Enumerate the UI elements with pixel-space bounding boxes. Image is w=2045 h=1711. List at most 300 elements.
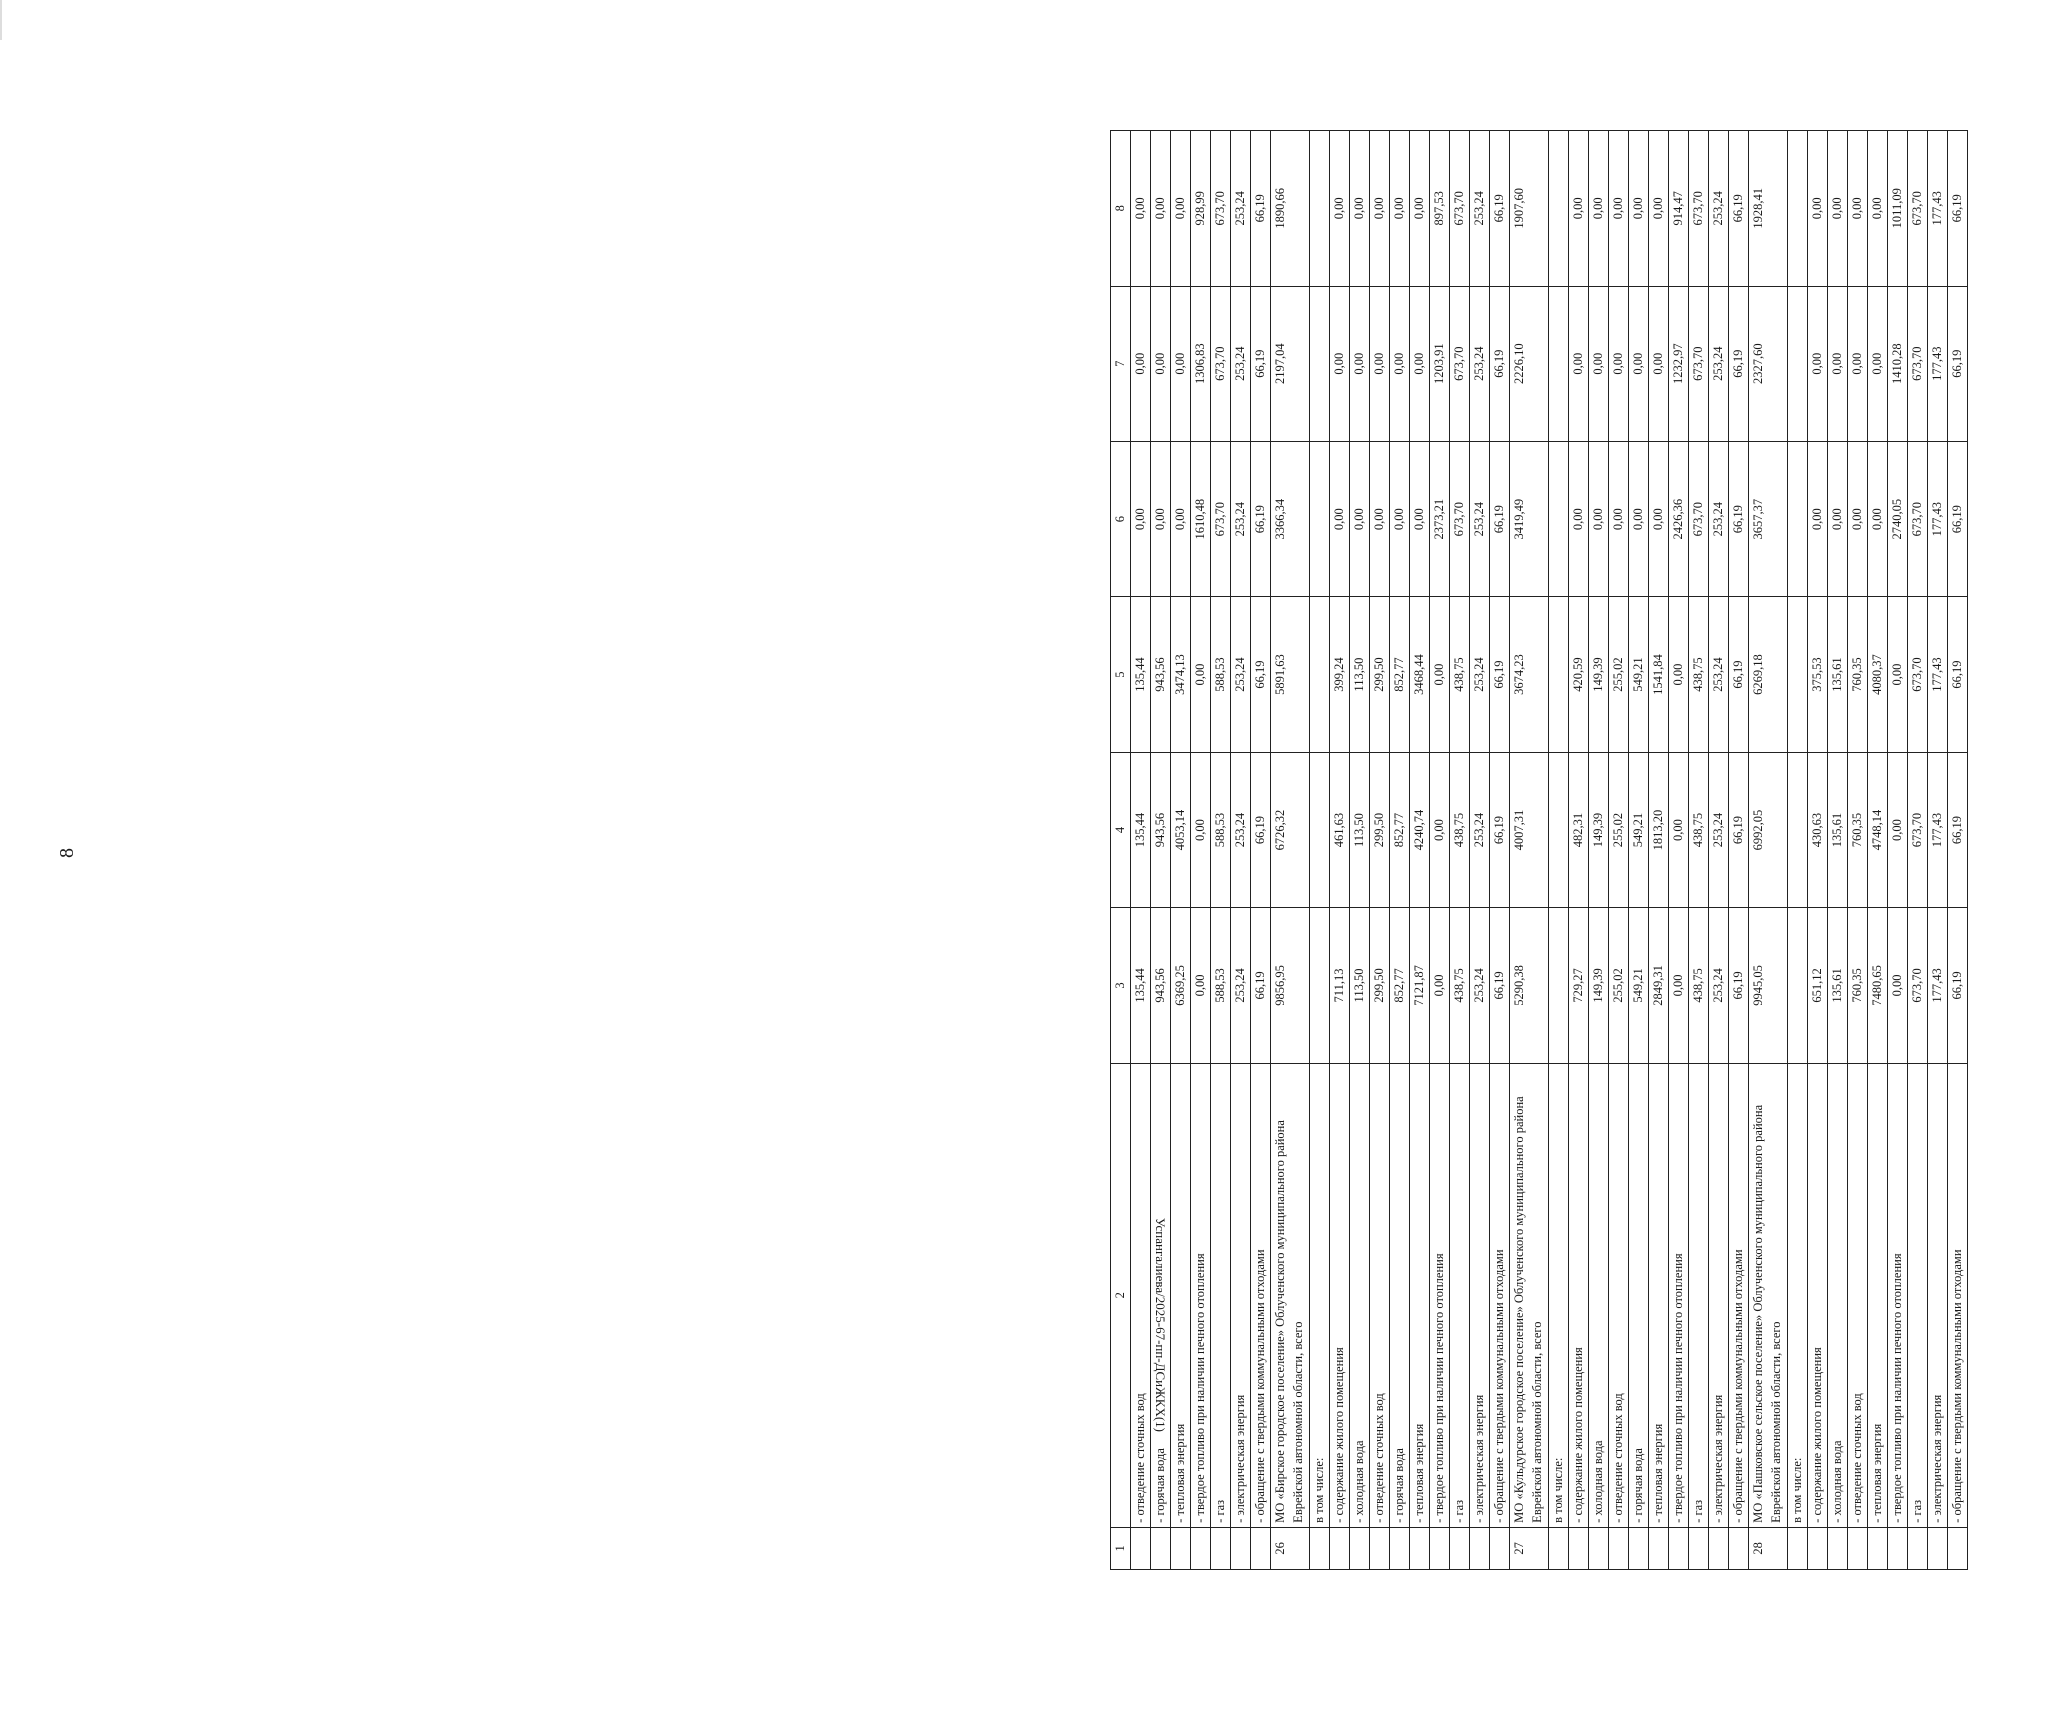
table-row: [1191, 131, 1211, 1570]
table-row: [1828, 131, 1848, 1570]
value-cell: 4080,37: [1868, 597, 1888, 752]
value-cell: 66,19: [1729, 286, 1749, 441]
row-label-cell: МО «Пашковское сельское поселение» Облученского муниципального района Еврейской автономной области, всего: [1749, 1063, 1788, 1527]
value-cell: [1310, 131, 1330, 287]
value-cell: 729,27: [1569, 908, 1589, 1063]
value-cell: 6992,05: [1749, 752, 1788, 907]
value-cell: 253,24: [1231, 286, 1251, 441]
value-cell: 253,24: [1709, 131, 1729, 287]
row-number-cell: [1928, 1527, 1948, 1569]
row-number-cell: [1908, 1527, 1928, 1569]
value-cell: 438,75: [1450, 908, 1470, 1063]
value-cell: 253,24: [1231, 441, 1251, 596]
value-cell: 66,19: [1729, 908, 1749, 1063]
value-cell: 66,19: [1948, 131, 1968, 287]
value-cell: 438,75: [1689, 908, 1709, 1063]
row-label-cell: - обращение с твердыми коммунальными отходами: [1948, 1063, 1968, 1527]
row-label-cell: - горячая вода: [1151, 1063, 1171, 1527]
table-row: [1669, 131, 1689, 1570]
value-cell: 0,00: [1868, 131, 1888, 287]
value-cell: 0,00: [1808, 286, 1828, 441]
value-cell: 760,35: [1848, 908, 1868, 1063]
column-header: 4: [1111, 752, 1131, 907]
value-cell: 253,24: [1470, 908, 1490, 1063]
table-row: [1729, 131, 1749, 1570]
row-number-cell: [1151, 1527, 1171, 1569]
value-cell: 0,00: [1410, 441, 1430, 596]
value-cell: 0,00: [1390, 441, 1410, 596]
value-cell: 3474,13: [1171, 597, 1191, 752]
row-number-cell: [1689, 1527, 1709, 1569]
table-row: [1928, 131, 1948, 1570]
value-cell: 0,00: [1191, 908, 1211, 1063]
value-cell: 0,00: [1350, 286, 1370, 441]
row-label-cell: - холодная вода: [1828, 1063, 1848, 1527]
value-cell: 943,56: [1151, 752, 1171, 907]
value-cell: 177,43: [1928, 752, 1948, 907]
table-row: [1609, 131, 1629, 1570]
value-cell: 135,44: [1131, 752, 1151, 907]
row-number-cell: [1868, 1527, 1888, 1569]
value-cell: [1788, 752, 1808, 907]
value-cell: 0,00: [1609, 441, 1629, 596]
row-number-cell: [1390, 1527, 1410, 1569]
value-cell: 0,00: [1868, 441, 1888, 596]
row-number-cell: [1848, 1527, 1868, 1569]
row-number-cell: [1569, 1527, 1589, 1569]
value-cell: [1310, 286, 1330, 441]
row-label-cell: - отведение сточных вод: [1131, 1063, 1151, 1527]
value-cell: 6269,18: [1749, 597, 1788, 752]
value-cell: 4748,14: [1868, 752, 1888, 907]
value-cell: 0,00: [1649, 441, 1669, 596]
value-cell: 1890,66: [1271, 131, 1310, 287]
row-label-cell: - электрическая энергия: [1928, 1063, 1948, 1527]
table-row: [1848, 131, 1868, 1570]
value-cell: 253,24: [1709, 752, 1729, 907]
row-number-cell: [1948, 1527, 1968, 1569]
value-cell: 66,19: [1251, 908, 1271, 1063]
value-cell: 255,02: [1609, 752, 1629, 907]
value-cell: 255,02: [1609, 597, 1629, 752]
value-cell: 673,70: [1908, 131, 1928, 287]
value-cell: 0,00: [1669, 597, 1689, 752]
row-number-cell: [1370, 1527, 1390, 1569]
value-cell: 149,39: [1589, 908, 1609, 1063]
value-cell: [1310, 752, 1330, 907]
value-cell: 430,63: [1808, 752, 1828, 907]
value-cell: [1788, 597, 1808, 752]
value-cell: 0,00: [1828, 131, 1848, 287]
value-cell: 66,19: [1490, 752, 1510, 907]
value-cell: 177,43: [1928, 441, 1948, 596]
value-cell: 66,19: [1948, 286, 1968, 441]
table-row: [1271, 131, 1310, 1570]
value-cell: 420,59: [1569, 597, 1589, 752]
value-cell: 66,19: [1729, 752, 1749, 907]
value-cell: 482,31: [1569, 752, 1589, 907]
value-cell: 66,19: [1948, 597, 1968, 752]
value-cell: 3674,23: [1510, 597, 1549, 752]
value-cell: 588,53: [1211, 597, 1231, 752]
value-cell: 7121,87: [1410, 908, 1430, 1063]
value-cell: 673,70: [1908, 441, 1928, 596]
table-row: [1350, 131, 1370, 1570]
column-header: 5: [1111, 597, 1131, 752]
value-cell: [1549, 752, 1569, 907]
value-cell: 0,00: [1171, 131, 1191, 287]
value-cell: 66,19: [1251, 752, 1271, 907]
value-cell: 0,00: [1808, 441, 1828, 596]
table-row: [1430, 131, 1450, 1570]
table-row: [1131, 131, 1151, 1570]
value-cell: 0,00: [1888, 908, 1908, 1063]
value-cell: 253,24: [1709, 908, 1729, 1063]
row-label-cell: - твердое топливо при наличии печного отопления: [1669, 1063, 1689, 1527]
value-cell: 0,00: [1589, 441, 1609, 596]
row-label-cell: - обращение с твердыми коммунальными отходами: [1729, 1063, 1749, 1527]
row-label-cell: - отведение сточных вод: [1609, 1063, 1629, 1527]
value-cell: 253,24: [1470, 441, 1490, 596]
value-cell: 549,21: [1629, 908, 1649, 1063]
value-cell: 135,44: [1131, 597, 1151, 752]
row-label-cell: - газ: [1211, 1063, 1231, 1527]
value-cell: 5290,38: [1510, 908, 1549, 1063]
row-number-cell: [1231, 1527, 1251, 1569]
value-cell: 673,70: [1689, 286, 1709, 441]
row-label-cell: - газ: [1689, 1063, 1709, 1527]
value-cell: 673,70: [1450, 131, 1470, 287]
row-label-cell: - тепловая энергия: [1410, 1063, 1430, 1527]
value-cell: 0,00: [1390, 286, 1410, 441]
table-row: [1370, 131, 1390, 1570]
value-cell: 9856,95: [1271, 908, 1310, 1063]
value-cell: 253,24: [1470, 752, 1490, 907]
value-cell: 66,19: [1490, 908, 1510, 1063]
value-cell: 1610,48: [1191, 441, 1211, 596]
value-cell: 438,75: [1450, 597, 1470, 752]
table-row: [1689, 131, 1709, 1570]
value-cell: 66,19: [1490, 131, 1510, 287]
value-cell: 0,00: [1370, 131, 1390, 287]
value-cell: 0,00: [1151, 131, 1171, 287]
row-label-cell: - обращение с твердыми коммунальными отходами: [1490, 1063, 1510, 1527]
value-cell: 711,13: [1330, 908, 1350, 1063]
value-cell: 588,53: [1211, 908, 1231, 1063]
row-label-cell: - холодная вода: [1589, 1063, 1609, 1527]
table-row: [1649, 131, 1669, 1570]
value-cell: 66,19: [1490, 286, 1510, 441]
row-label-cell: - газ: [1450, 1063, 1470, 1527]
column-header: 6: [1111, 441, 1131, 596]
value-cell: 149,39: [1589, 752, 1609, 907]
value-cell: 2849,31: [1649, 908, 1669, 1063]
value-cell: 0,00: [1191, 597, 1211, 752]
value-cell: 66,19: [1251, 131, 1271, 287]
value-cell: 651,12: [1808, 908, 1828, 1063]
row-number-cell: [1788, 1527, 1808, 1569]
value-cell: 0,00: [1171, 441, 1191, 596]
value-cell: 1410,28: [1888, 286, 1908, 441]
value-cell: 149,39: [1589, 597, 1609, 752]
row-label-cell: - тепловая энергия: [1171, 1063, 1191, 1527]
row-label-cell: - электрическая энергия: [1709, 1063, 1729, 1527]
value-cell: 253,24: [1231, 597, 1251, 752]
value-cell: 253,24: [1231, 131, 1251, 287]
value-cell: 0,00: [1390, 131, 1410, 287]
value-cell: 852,77: [1390, 908, 1410, 1063]
column-header: 8: [1111, 131, 1131, 287]
value-cell: 943,56: [1151, 908, 1171, 1063]
row-label-cell: - электрическая энергия: [1470, 1063, 1490, 1527]
value-cell: 66,19: [1729, 131, 1749, 287]
table-row: [1808, 131, 1828, 1570]
value-cell: 66,19: [1948, 752, 1968, 907]
table-row: [1908, 131, 1928, 1570]
value-cell: 135,61: [1828, 908, 1848, 1063]
value-cell: 5891,63: [1271, 597, 1310, 752]
row-label-cell: - горячая вода: [1629, 1063, 1649, 1527]
row-label-cell: - обращение с твердыми коммунальными отходами: [1251, 1063, 1271, 1527]
value-cell: [1310, 908, 1330, 1063]
value-cell: 0,00: [1808, 131, 1828, 287]
value-cell: 897,53: [1430, 131, 1450, 287]
value-cell: 1813,20: [1649, 752, 1669, 907]
value-cell: 66,19: [1948, 908, 1968, 1063]
row-number-cell: [1609, 1527, 1629, 1569]
table-row: [1310, 131, 1330, 1570]
value-cell: 1232,97: [1669, 286, 1689, 441]
row-label-cell: - отведение сточных вод: [1848, 1063, 1868, 1527]
value-cell: 0,00: [1629, 131, 1649, 287]
value-cell: 66,19: [1729, 597, 1749, 752]
value-cell: 549,21: [1629, 597, 1649, 752]
value-cell: 673,70: [1908, 752, 1928, 907]
row-number-cell: [1450, 1527, 1470, 1569]
value-cell: 4240,74: [1410, 752, 1430, 907]
value-cell: 0,00: [1609, 286, 1629, 441]
value-cell: 66,19: [1490, 597, 1510, 752]
table-body: [1131, 131, 1968, 1570]
value-cell: 673,70: [1211, 286, 1231, 441]
value-cell: 0,00: [1171, 286, 1191, 441]
value-cell: 253,24: [1470, 131, 1490, 287]
value-cell: 66,19: [1729, 441, 1749, 596]
value-cell: 0,00: [1410, 286, 1430, 441]
row-number-cell: [1191, 1527, 1211, 1569]
value-cell: 0,00: [1629, 286, 1649, 441]
value-cell: 852,77: [1390, 752, 1410, 907]
table-row: [1171, 131, 1191, 1570]
value-cell: 3419,49: [1510, 441, 1549, 596]
value-cell: 3366,34: [1271, 441, 1310, 596]
value-cell: 0,00: [1131, 131, 1151, 287]
value-cell: 253,24: [1470, 597, 1490, 752]
value-cell: [1549, 597, 1569, 752]
value-cell: 1541,84: [1649, 597, 1669, 752]
value-cell: 0,00: [1888, 752, 1908, 907]
value-cell: 4007,31: [1510, 752, 1549, 907]
table-row: [1629, 131, 1649, 1570]
table-row: [1410, 131, 1430, 1570]
value-cell: 0,00: [1848, 286, 1868, 441]
scan-edge-mark: [0, 0, 2, 40]
row-number-cell: [1310, 1527, 1330, 1569]
value-cell: 0,00: [1430, 908, 1450, 1063]
value-cell: 1928,41: [1749, 131, 1788, 287]
row-number-cell: [1709, 1527, 1729, 1569]
value-cell: 0,00: [1330, 441, 1350, 596]
value-cell: 1306,83: [1191, 286, 1211, 441]
value-cell: 673,70: [1211, 441, 1231, 596]
value-cell: 66,19: [1948, 441, 1968, 596]
row-number-cell: [1171, 1527, 1191, 1569]
value-cell: 3657,37: [1749, 441, 1788, 596]
value-cell: 0,00: [1888, 597, 1908, 752]
table-row: [1589, 131, 1609, 1570]
value-cell: 177,43: [1928, 908, 1948, 1063]
value-cell: 0,00: [1330, 286, 1350, 441]
row-number-cell: [1470, 1527, 1490, 1569]
value-cell: 1203,91: [1430, 286, 1450, 441]
table-row: [1709, 131, 1729, 1570]
table-row: [1211, 131, 1231, 1570]
value-cell: 0,00: [1430, 752, 1450, 907]
value-cell: [1788, 286, 1808, 441]
value-cell: 928,99: [1191, 131, 1211, 287]
value-cell: 253,24: [1470, 286, 1490, 441]
value-cell: 2373,21: [1430, 441, 1450, 596]
row-number-cell: 28: [1749, 1527, 1788, 1569]
row-label-cell: - твердое топливо при наличии печного отопления: [1430, 1063, 1450, 1527]
row-label-cell: в том числе:: [1549, 1063, 1569, 1527]
value-cell: 0,00: [1370, 286, 1390, 441]
value-cell: 66,19: [1251, 597, 1271, 752]
table-row: [1490, 131, 1510, 1570]
table-row: [1888, 131, 1908, 1570]
value-cell: 113,50: [1350, 908, 1370, 1063]
table-row: [1330, 131, 1350, 1570]
value-cell: [1549, 286, 1569, 441]
value-cell: 673,70: [1908, 286, 1928, 441]
value-cell: 135,44: [1131, 908, 1151, 1063]
value-cell: 0,00: [1569, 131, 1589, 287]
value-cell: 6726,32: [1271, 752, 1310, 907]
table-row: [1569, 131, 1589, 1570]
value-cell: 177,43: [1928, 131, 1948, 287]
value-cell: [1788, 131, 1808, 287]
value-cell: 1907,60: [1510, 131, 1549, 287]
value-cell: 673,70: [1908, 597, 1928, 752]
page-number: 8: [56, 848, 78, 858]
value-cell: 253,24: [1231, 908, 1251, 1063]
value-cell: 438,75: [1450, 752, 1470, 907]
value-cell: 3468,44: [1410, 597, 1430, 752]
column-header: 3: [1111, 908, 1131, 1063]
row-label-cell: - холодная вода: [1350, 1063, 1370, 1527]
table-row: [1788, 131, 1808, 1570]
row-label-cell: - тепловая энергия: [1868, 1063, 1888, 1527]
column-header: 1: [1111, 1527, 1131, 1569]
value-cell: 0,00: [1569, 441, 1589, 596]
row-number-cell: [1350, 1527, 1370, 1569]
row-number-cell: [1669, 1527, 1689, 1569]
value-cell: 299,50: [1370, 752, 1390, 907]
column-header: 7: [1111, 286, 1131, 441]
value-cell: 66,19: [1490, 441, 1510, 596]
table-row: [1868, 131, 1888, 1570]
value-cell: 943,56: [1151, 597, 1171, 752]
value-cell: 0,00: [1669, 752, 1689, 907]
value-cell: [1310, 597, 1330, 752]
table-row: [1231, 131, 1251, 1570]
row-label-cell: в том числе:: [1310, 1063, 1330, 1527]
row-label-cell: - тепловая энергия: [1649, 1063, 1669, 1527]
value-cell: 135,61: [1828, 752, 1848, 907]
row-label-cell: - содержание жилого помещения: [1808, 1063, 1828, 1527]
row-number-cell: [1828, 1527, 1848, 1569]
table-row: [1510, 131, 1549, 1570]
row-label-cell: - твердое топливо при наличии печного отопления: [1888, 1063, 1908, 1527]
value-cell: 113,50: [1350, 597, 1370, 752]
value-cell: 177,43: [1928, 286, 1948, 441]
value-cell: 7480,65: [1868, 908, 1888, 1063]
value-cell: 852,77: [1390, 597, 1410, 752]
value-cell: 299,50: [1370, 597, 1390, 752]
value-cell: 0,00: [1589, 286, 1609, 441]
value-cell: 0,00: [1848, 441, 1868, 596]
value-cell: [1788, 908, 1808, 1063]
value-cell: 66,19: [1251, 441, 1271, 596]
value-cell: 438,75: [1689, 597, 1709, 752]
value-cell: 673,70: [1908, 908, 1928, 1063]
row-label-cell: - содержание жилого помещения: [1569, 1063, 1589, 1527]
row-label-cell: МО «Бирское городское поселение» Облученского муниципального района Еврейской автономной области, всего: [1271, 1063, 1310, 1527]
value-cell: 66,19: [1251, 286, 1271, 441]
value-cell: [1549, 441, 1569, 596]
value-cell: 0,00: [1649, 131, 1669, 287]
header-row: [1111, 131, 1131, 1570]
value-cell: 0,00: [1569, 286, 1589, 441]
value-cell: 0,00: [1629, 441, 1649, 596]
row-label-cell: - газ: [1908, 1063, 1928, 1527]
value-cell: 0,00: [1151, 441, 1171, 596]
value-cell: 2226,10: [1510, 286, 1549, 441]
value-cell: 0,00: [1410, 131, 1430, 287]
value-cell: 914,47: [1669, 131, 1689, 287]
value-cell: 0,00: [1609, 131, 1629, 287]
table-row: [1549, 131, 1569, 1570]
tariff-table-container: [1110, 130, 2045, 1570]
value-cell: 0,00: [1430, 597, 1450, 752]
value-cell: 0,00: [1131, 286, 1151, 441]
row-number-cell: [1251, 1527, 1271, 1569]
row-number-cell: [1211, 1527, 1231, 1569]
value-cell: 253,24: [1709, 286, 1729, 441]
value-cell: 0,00: [1649, 286, 1669, 441]
value-cell: 673,70: [1689, 131, 1709, 287]
table-row: [1749, 131, 1788, 1570]
value-cell: 9945,05: [1749, 908, 1788, 1063]
value-cell: 2197,04: [1271, 286, 1310, 441]
table-row: [1470, 131, 1490, 1570]
row-number-cell: [1430, 1527, 1450, 1569]
value-cell: 673,70: [1450, 286, 1470, 441]
table-row: [1390, 131, 1410, 1570]
value-cell: 0,00: [1350, 441, 1370, 596]
value-cell: 673,70: [1689, 441, 1709, 596]
row-label-cell: - отведение сточных вод: [1370, 1063, 1390, 1527]
